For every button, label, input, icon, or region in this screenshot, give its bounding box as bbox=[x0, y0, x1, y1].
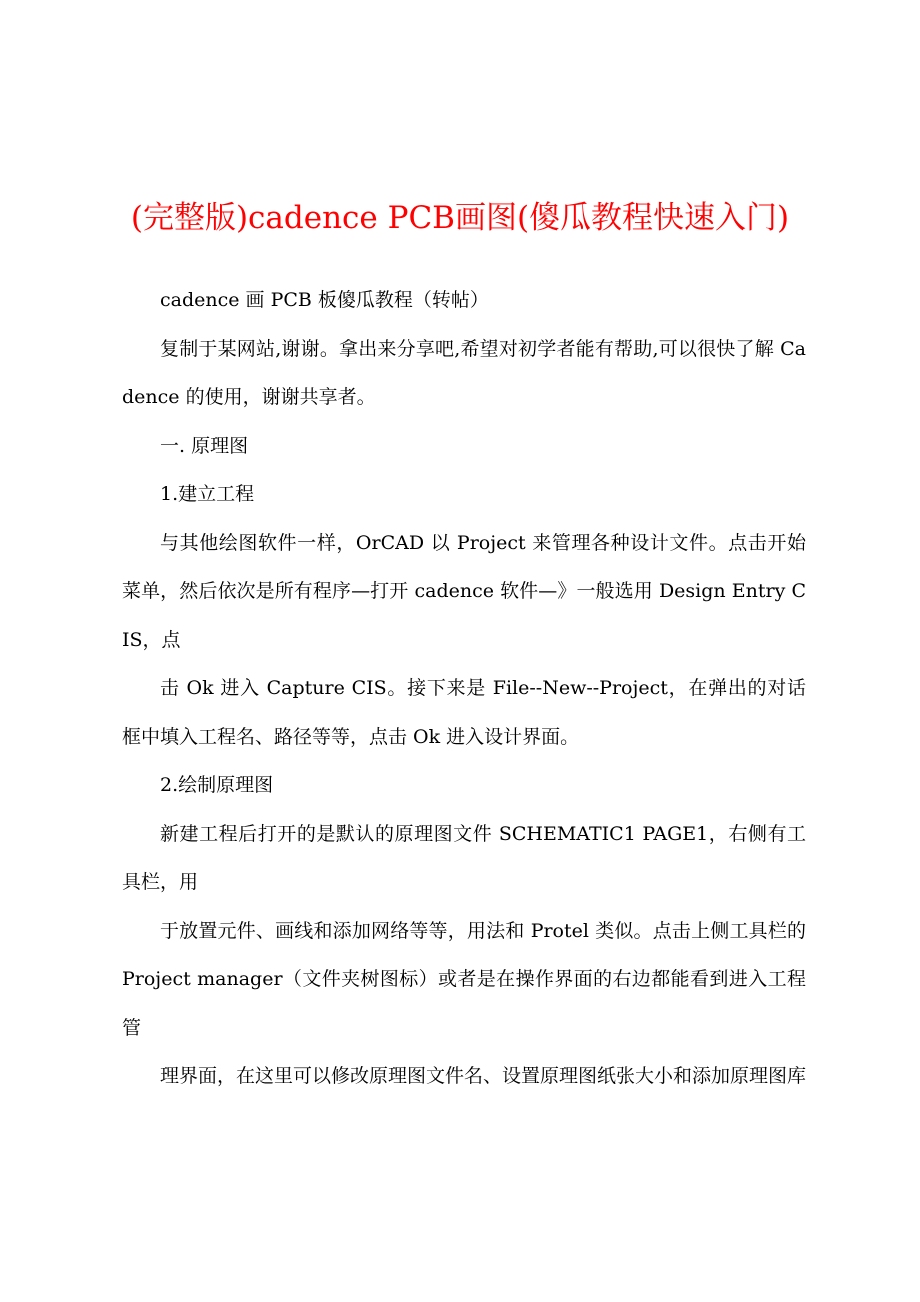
paragraph: 于放置元件、画线和添加网络等等，用法和 Protel 类似。点击上侧工具栏的 Project manager（文件夹树图标）或者是在操作界面的右边都能看到进入工程管 bbox=[122, 919, 806, 1039]
paragraph: 击 Ok 进入 Capture CIS。接下来是 File--New--Project，在弹出的对话框中填入工程名、路径等等，点击 Ok 进入设计界面。 bbox=[122, 677, 806, 748]
paragraph: 新建工程后打开的是默认的原理图文件 SCHEMATIC1 PAGE1，右侧有工具栏，用 bbox=[122, 822, 806, 893]
paragraph: 复制于某网站,谢谢。拿出来分享吧,希望对初学者能有帮助,可以很快了解 Cadence 的使用，谢谢共享者。 bbox=[122, 337, 806, 408]
document-body bbox=[122, 276, 806, 1101]
document-title: (完整版)cadence PCB画图(傻瓜教程快速入门) bbox=[130, 200, 790, 236]
subsection-heading: 2.绘制原理图 bbox=[160, 774, 274, 796]
paragraph: 理界面，在这里可以修改原理图文件名、设置原理图纸张大小和添加原理图库 bbox=[160, 1065, 807, 1087]
subsection-heading: 1.建立工程 bbox=[160, 483, 255, 505]
section-heading: 一. 原理图 bbox=[160, 434, 249, 457]
paragraph: 与其他绘图软件一样，OrCAD 以 Project 来管理各种设计文件。点击开始菜单，然后依次是所有程序—打开 cadence 软件—》一般选用 Design Entry CIS，点 bbox=[122, 531, 806, 651]
paragraph: cadence 画 PCB 板傻瓜教程（转帖） bbox=[160, 289, 489, 311]
